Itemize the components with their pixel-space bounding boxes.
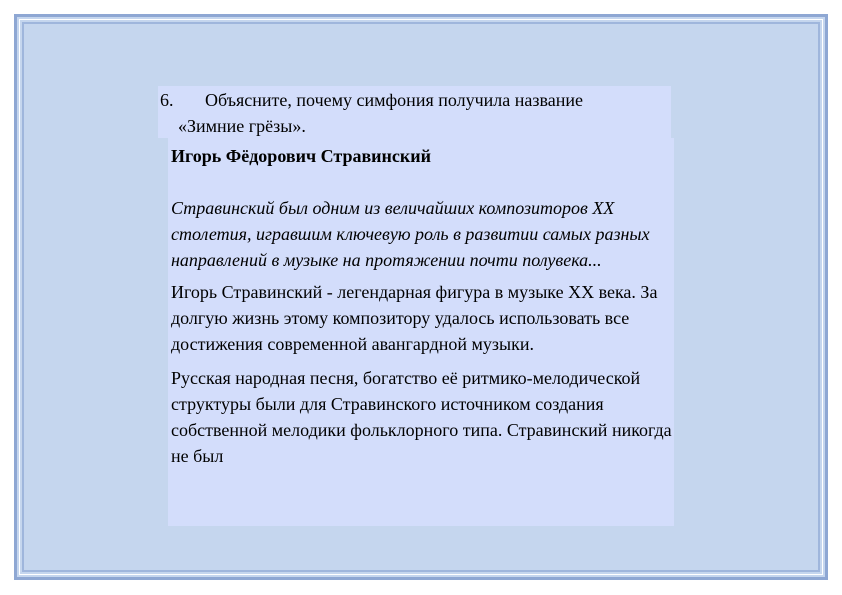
- question-text-line2: «Зимние грёзы».: [178, 116, 306, 136]
- question-text-line1: Объясните, почему симфония получила название: [205, 90, 583, 110]
- article-paragraph-1: Игорь Стравинский - легендарная фигура в музыке XX века. За долгую жизнь этому композитору удалось использовать все достижения современной авангардной музыки.: [171, 282, 658, 354]
- article-text-box: [168, 138, 674, 526]
- article-heading: Игорь Фёдорович Стравинский: [171, 146, 432, 166]
- question-number: 6.: [160, 90, 174, 110]
- article-intro: Стравинский был одним из величайших композиторов XX столетия, игравшим ключевую роль в развитии самых разных направлений в музыке на протяжении почти полувека...: [171, 198, 650, 270]
- article-paragraph-2: Русская народная песня, богатство её ритмико-мелодической структуры были для Стравинского источником создания собственной мелодики фольклорного типа. Стравинский никогда не был: [171, 368, 672, 466]
- question-box: [158, 86, 671, 138]
